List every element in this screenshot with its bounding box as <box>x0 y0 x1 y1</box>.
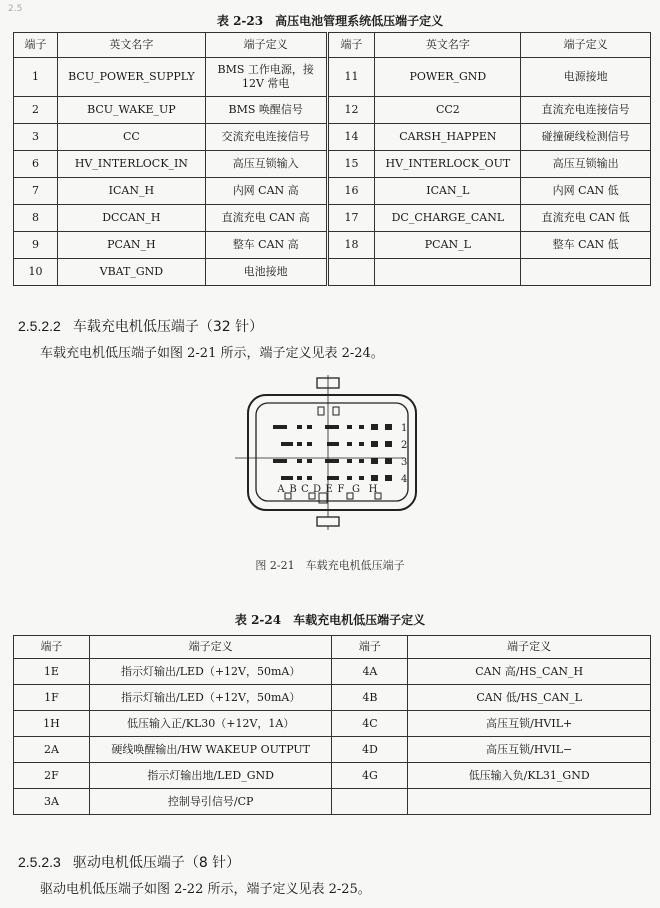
paragraph: 驱动电机低压端子如图 2-22 所示，端子定义见表 2-25。 <box>40 882 371 897</box>
section-heading-2-5-2-3 <box>18 852 240 872</box>
header-cell: 端子 <box>14 636 90 659</box>
table-cell: 指示灯输出/LED（+12V，50mA） <box>89 685 332 711</box>
header-cell: 英文名字 <box>375 33 521 58</box>
table-cell: PCAN_L <box>375 232 521 259</box>
table-cell: CC <box>57 124 205 151</box>
column-label: G <box>352 484 360 495</box>
pin-slot <box>347 425 352 429</box>
pin-slot <box>307 476 312 480</box>
table-cell: 电池接地 <box>205 259 327 286</box>
table-cell: 4B <box>332 685 408 711</box>
table-2-23-body <box>14 58 651 286</box>
table-cell: HV_INTERLOCK_IN <box>57 151 205 178</box>
pin-square <box>385 458 392 464</box>
table-cell: 11 <box>327 58 375 97</box>
pin-slot <box>347 476 352 480</box>
table-cell: BMS 唤醒信号 <box>205 97 327 124</box>
pin-slot <box>273 459 287 463</box>
table-row <box>14 789 651 815</box>
pin-slot <box>307 459 312 463</box>
connector-figure <box>225 375 435 530</box>
pin-slot <box>325 425 339 429</box>
table-cell: BCU_WAKE_UP <box>57 97 205 124</box>
table-row <box>14 659 651 685</box>
table-cell: 直流充电 CAN 低 <box>521 205 651 232</box>
table-cell: DC_CHARGE_CANL <box>375 205 521 232</box>
table-cell: 1E <box>14 659 90 685</box>
table-cell: 18 <box>327 232 375 259</box>
pin-slot <box>347 442 352 446</box>
table-2-23-title: 表 2-23 高压电池管理系统低压端子定义 <box>216 14 444 28</box>
header-cell: 端子定义 <box>205 33 327 58</box>
table-cell: 碰撞硬线检测信号 <box>521 124 651 151</box>
table-cell: 高压互锁/HVIL− <box>408 737 651 763</box>
table-cell: 硬线唤醒输出/HW WAKEUP OUTPUT <box>89 737 332 763</box>
table-cell: PCAN_H <box>57 232 205 259</box>
table-row <box>14 685 651 711</box>
table-cell: 直流充电连接信号 <box>521 97 651 124</box>
figure-caption: 图 2-21 车载充电机低压端子 <box>255 559 405 572</box>
pin-slot <box>307 442 312 446</box>
table-cell: 指示灯输出/LED（+12V，50mA） <box>89 659 332 685</box>
pin-square <box>371 441 378 447</box>
key-notch <box>318 407 324 415</box>
table-cell: HV_INTERLOCK_OUT <box>375 151 521 178</box>
table-cell: 1 <box>14 58 58 97</box>
column-label: D <box>312 484 322 495</box>
table-cell: 14 <box>327 124 375 151</box>
pin-slot <box>359 425 364 429</box>
bottom-latch <box>317 517 339 526</box>
table-cell: 内网 CAN 高 <box>205 178 327 205</box>
table-cell <box>375 259 521 286</box>
pin-square <box>385 475 392 481</box>
table-cell: 交流充电连接信号 <box>205 124 327 151</box>
table-cell: 10 <box>14 259 58 286</box>
row-label: 1 <box>401 423 408 434</box>
table-cell: 7 <box>14 178 58 205</box>
row-label: 4 <box>401 474 408 485</box>
table-cell: 整车 CAN 高 <box>205 232 327 259</box>
table-2-24-body <box>14 659 651 815</box>
pin-square <box>371 475 378 481</box>
header-cell: 端子 <box>327 33 375 58</box>
column-labels <box>276 484 377 495</box>
table-cell: 4C <box>332 711 408 737</box>
row-labels <box>401 423 407 485</box>
table-cell: 17 <box>327 205 375 232</box>
table-cell <box>327 259 375 286</box>
table-cell: 高压互锁输入 <box>205 151 327 178</box>
pin-slot <box>307 425 312 429</box>
table-2-23 <box>13 32 651 286</box>
table-cell: 8 <box>14 205 58 232</box>
table-row <box>14 232 651 259</box>
table-row <box>14 97 651 124</box>
column-label: F <box>337 484 345 495</box>
corner-mark: 2.5 <box>8 4 23 14</box>
table-cell: ICAN_L <box>375 178 521 205</box>
table-2-24 <box>13 635 651 815</box>
table-cell: 4D <box>332 737 408 763</box>
table-cell: 控制导引信号/CP <box>89 789 332 815</box>
table-2-24-title: 表 2-24 车载充电机低压端子定义 <box>234 613 426 627</box>
table-cell: DCCAN_H <box>57 205 205 232</box>
pin-slot <box>297 476 302 480</box>
table-row <box>14 737 651 763</box>
pin-slot <box>297 425 302 429</box>
pin-slot <box>273 425 287 429</box>
table-cell: 2F <box>14 763 90 789</box>
table-row <box>14 178 651 205</box>
table-cell: 4G <box>332 763 408 789</box>
pin-slot <box>281 476 293 480</box>
table-cell: 16 <box>327 178 375 205</box>
header-cell: 端子定义 <box>89 636 332 659</box>
table-cell <box>332 789 408 815</box>
column-label: E <box>325 484 333 495</box>
table-cell: 9 <box>14 232 58 259</box>
key-notch <box>333 407 339 415</box>
table-cell: 直流充电 CAN 高 <box>205 205 327 232</box>
table-cell: 1H <box>14 711 90 737</box>
header-cell: 端子定义 <box>408 636 651 659</box>
table-cell: 12 <box>327 97 375 124</box>
header-cell: 端子 <box>14 33 58 58</box>
table-cell: 4A <box>332 659 408 685</box>
column-label: B <box>289 484 297 495</box>
column-label: H <box>368 484 378 495</box>
pin-slot <box>327 442 339 446</box>
table-row <box>14 711 651 737</box>
table-cell: 低压输入正/KL30（+12V，1A） <box>89 711 332 737</box>
pin-slot <box>297 459 302 463</box>
table-cell: ICAN_H <box>57 178 205 205</box>
table-cell: 3 <box>14 124 58 151</box>
pin-slot <box>359 442 364 446</box>
table-cell: 低压输入负/KL31_GND <box>408 763 651 789</box>
table-cell: 1F <box>14 685 90 711</box>
section-number: 2.5.2.3 <box>18 854 61 870</box>
table-cell: 指示灯输出地/LED_GND <box>89 763 332 789</box>
row-label: 2 <box>401 440 408 451</box>
table-cell: VBAT_GND <box>57 259 205 286</box>
row-label: 3 <box>401 457 408 468</box>
table-cell: CAN 低/HS_CAN_L <box>408 685 651 711</box>
table-row <box>14 205 651 232</box>
table-cell <box>408 789 651 815</box>
pin-slot <box>325 459 339 463</box>
header-cell: 端子定义 <box>521 33 651 58</box>
pin-square <box>385 441 392 447</box>
table-row <box>14 151 651 178</box>
pin-slot <box>359 459 364 463</box>
pin-slot <box>359 476 364 480</box>
table-cell: 电源接地 <box>521 58 651 97</box>
pin-square <box>371 458 378 464</box>
table-header-row <box>14 636 651 659</box>
pin-slot <box>281 442 293 446</box>
pin-slot <box>327 476 339 480</box>
table-cell: BCU_POWER_SUPPLY <box>57 58 205 97</box>
table-cell: CARSH_HAPPEN <box>375 124 521 151</box>
column-label: A <box>277 484 285 495</box>
table-row <box>14 763 651 789</box>
section-title: 驱动电机低压端子（8 针） <box>72 855 241 871</box>
table-row <box>14 259 651 286</box>
section-title: 车载充电机低压端子（32 针） <box>72 319 264 335</box>
section-heading-2-5-2-2 <box>18 316 263 336</box>
table-cell: 高压互锁/HVIL+ <box>408 711 651 737</box>
table-cell: POWER_GND <box>375 58 521 97</box>
table-cell: CAN 高/HS_CAN_H <box>408 659 651 685</box>
table-cell: 3A <box>14 789 90 815</box>
section-number: 2.5.2.2 <box>18 318 61 334</box>
table-cell: 2A <box>14 737 90 763</box>
table-cell: 2 <box>14 97 58 124</box>
table-cell: 内网 CAN 低 <box>521 178 651 205</box>
table-cell: 6 <box>14 151 58 178</box>
table-header-row <box>14 33 651 58</box>
pin-square <box>371 424 378 430</box>
table-row <box>14 58 651 97</box>
table-cell <box>521 259 651 286</box>
table-cell: CC2 <box>375 97 521 124</box>
pin-slot <box>347 459 352 463</box>
table-cell: 高压互锁输出 <box>521 151 651 178</box>
table-row <box>14 124 651 151</box>
paragraph: 车载充电机低压端子如图 2-21 所示，端子定义见表 2-24。 <box>40 346 384 361</box>
header-cell: 端子 <box>332 636 408 659</box>
pin-slot <box>297 442 302 446</box>
table-cell: 15 <box>327 151 375 178</box>
table-cell: 整车 CAN 低 <box>521 232 651 259</box>
pin-square <box>385 424 392 430</box>
column-label: C <box>301 484 309 495</box>
header-cell: 英文名字 <box>57 33 205 58</box>
table-cell: BMS 工作电源，接 12V 常电 <box>205 58 327 97</box>
